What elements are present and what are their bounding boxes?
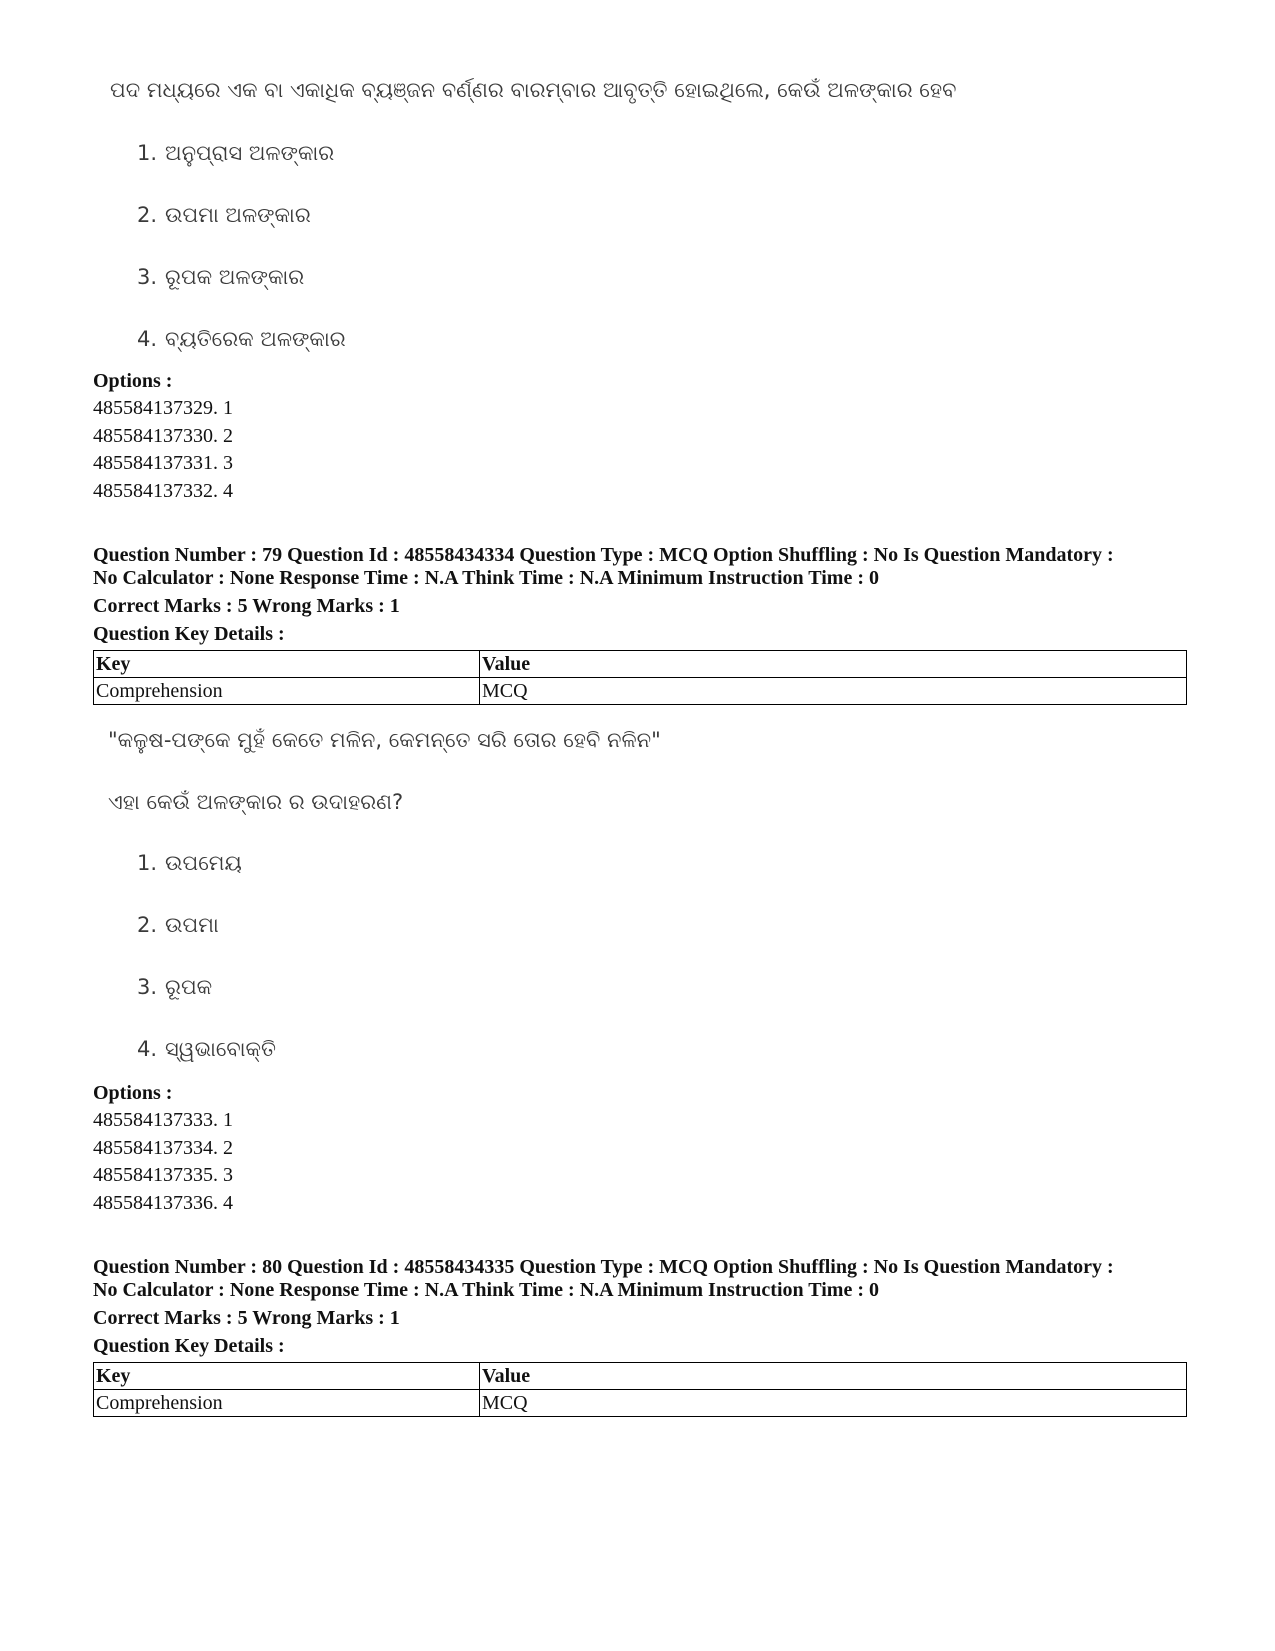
answer-choice <box>137 265 304 290</box>
option-id-line: 485584137332. 4 <box>93 480 233 502</box>
key-details-label: Question Key Details : <box>93 1335 285 1357</box>
choice-number: 4. <box>137 327 158 351</box>
table-cell-value: MCQ <box>480 1390 1187 1417</box>
table-cell-key: Comprehension <box>94 1390 480 1417</box>
choice-number: 3. <box>137 265 158 289</box>
question-meta-line-2: No Calculator : None Response Time : N.A Think Time : N.A Minimum Instruction Time : 0 <box>93 1279 879 1301</box>
option-id-line: 485584137329. 1 <box>93 397 233 419</box>
choice-text: ଉପମା ଅଳଙ୍କାର <box>165 203 311 227</box>
choice-text: ଉପମେୟ <box>165 851 242 875</box>
answer-choice <box>137 851 242 876</box>
options-label: Options : <box>93 1082 173 1104</box>
choice-text: ଅନୁପ୍ରାସ ଅଳଙ୍କାର <box>165 141 335 165</box>
table-header-value: Value <box>480 1363 1187 1390</box>
question-meta-line-1: Question Number : 80 Question Id : 48558434335 Question Type : MCQ Option Shuffling : No Is Question Mandatory : <box>93 1256 1114 1278</box>
table-header-key: Key <box>94 1363 480 1390</box>
answer-choice <box>137 1037 276 1062</box>
table-header-row <box>94 651 1187 678</box>
key-details-label: Question Key Details : <box>93 623 285 645</box>
option-id-line: 485584137336. 4 <box>93 1192 233 1214</box>
choice-text: ସ୍ୱଭାବୋକ୍ତି <box>165 1037 277 1061</box>
choice-text: ରୂପକ <box>165 975 213 999</box>
option-id-line: 485584137330. 2 <box>93 425 233 447</box>
choice-number: 2. <box>137 203 158 227</box>
option-id-line: 485584137334. 2 <box>93 1137 233 1159</box>
answer-choice <box>137 913 219 938</box>
answer-choice <box>137 141 334 166</box>
key-details-table <box>93 650 1187 705</box>
choice-number: 1. <box>137 851 158 875</box>
choice-text: ବ୍ୟତିରେକ ଅଳଙ୍କାର <box>165 327 346 351</box>
choice-text: ରୂପକ ଅଳଙ୍କାର <box>165 265 305 289</box>
answer-choice <box>137 975 212 1000</box>
answer-choice <box>137 327 346 352</box>
table-header-key: Key <box>94 651 480 678</box>
question-meta-line-2: No Calculator : None Response Time : N.A Think Time : N.A Minimum Instruction Time : 0 <box>93 567 879 589</box>
option-id-line: 485584137335. 3 <box>93 1164 233 1186</box>
answer-choice <box>137 203 311 228</box>
table-header-row <box>94 1363 1187 1390</box>
question-stem: ଏହା କେଉଁ ଅଳଙ୍କାର ର ଉଦାହରଣ? <box>108 790 404 814</box>
marks-line: Correct Marks : 5 Wrong Marks : 1 <box>93 1307 400 1329</box>
table-cell-value: MCQ <box>480 678 1187 705</box>
table-row <box>94 678 1187 705</box>
table-cell-key: Comprehension <box>94 678 480 705</box>
table-header-value: Value <box>480 651 1187 678</box>
choice-number: 4. <box>137 1037 158 1061</box>
choice-number: 1. <box>137 141 158 165</box>
choice-number: 2. <box>137 913 158 937</box>
question-quote: "କଳୁଷ-ପଙ୍କେ ମୁହଁ କେତେ ମଳିନ, କେମନ୍ତେ ସରି ତୋର ହେବି ନଳିନ" <box>108 728 661 752</box>
question-stem: ପଦ ମଧ୍ୟରେ ଏକ ବା ଏକାଧିକ ବ୍ୟଞ୍ଜନ ବର୍ଣ୍ଣର ବାରମ୍ବାର ଆବୃତ୍ତି ହୋଇଥିଲେ, କେଉଁ ଅଳଙ୍କାର ହେବ <box>110 78 957 102</box>
option-id-line: 485584137331. 3 <box>93 452 233 474</box>
question-meta-line-1: Question Number : 79 Question Id : 48558434334 Question Type : MCQ Option Shuffling : No Is Question Mandatory : <box>93 544 1114 566</box>
choice-number: 3. <box>137 975 158 999</box>
table-row <box>94 1390 1187 1417</box>
choice-text: ଉପମା <box>165 913 219 937</box>
marks-line: Correct Marks : 5 Wrong Marks : 1 <box>93 595 400 617</box>
key-details-table <box>93 1362 1187 1417</box>
option-id-line: 485584137333. 1 <box>93 1109 233 1131</box>
options-label: Options : <box>93 370 173 392</box>
